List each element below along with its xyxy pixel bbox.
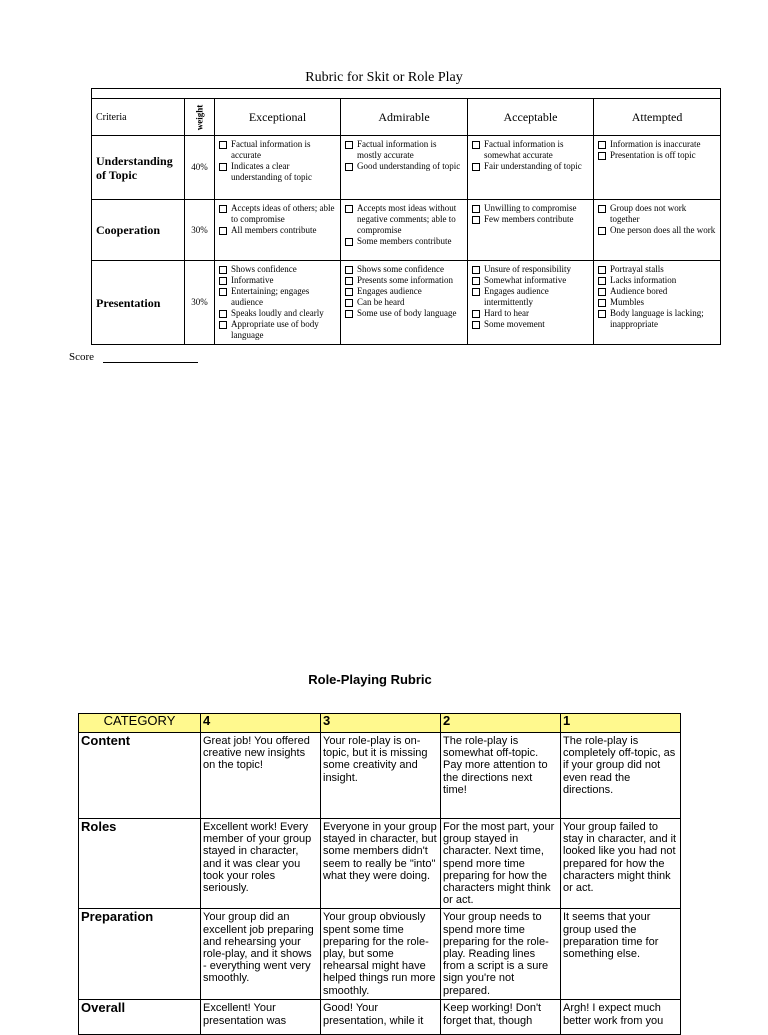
checkbox-item[interactable]: Appropriate use of body language xyxy=(219,319,336,341)
checkbox-item[interactable]: Unsure of responsibility xyxy=(472,264,589,275)
checkbox-item[interactable]: Information is inaccurate xyxy=(598,139,716,150)
score-header-4: 4 xyxy=(201,714,321,733)
checkbox-item[interactable]: Audience bored xyxy=(598,286,716,297)
weight-value: 30% xyxy=(185,261,215,345)
checkbox-item[interactable]: Hard to hear xyxy=(472,308,589,319)
level-header-acceptable: Acceptable xyxy=(468,99,594,136)
level-header-attempted: Attempted xyxy=(594,99,721,136)
checkbox-item[interactable]: Few members contribute xyxy=(472,214,589,225)
checkbox-item[interactable]: Factual information is somewhat accurate xyxy=(472,139,589,161)
rubric-cell xyxy=(594,261,721,345)
score-header-3: 3 xyxy=(321,714,441,733)
table-row xyxy=(92,136,721,200)
table-row xyxy=(79,1000,681,1035)
rubric-cell: It seems that your group used the preparation time for something else. xyxy=(561,909,681,1000)
rubric-cell: Everyone in your group stayed in character, but some members didn't seem to really be "into" what they were doing. xyxy=(321,819,441,909)
criterion-label: Cooperation xyxy=(92,200,185,261)
table-row xyxy=(92,261,721,345)
level-header-admirable: Admirable xyxy=(341,99,468,136)
rubric2-title: Role-Playing Rubric xyxy=(308,672,432,687)
rubric-cell xyxy=(468,136,594,200)
checkbox-item[interactable]: Some members contribute xyxy=(345,236,463,247)
checkbox-item[interactable]: Entertaining; engages audience xyxy=(219,286,336,308)
rubric-cell: Your group failed to stay in character, and it looked like you had not prepared for how the characters might think or act. xyxy=(561,819,681,909)
score-header-2: 2 xyxy=(441,714,561,733)
rubric-cell xyxy=(594,200,721,261)
table-header-row xyxy=(92,99,721,136)
rubric-cell: Your role-play is on-topic, but it is missing some creativity and insight. xyxy=(321,733,441,819)
role-playing-rubric-table xyxy=(78,713,681,1035)
rubric-cell xyxy=(341,261,468,345)
rubric-cell: Your group did an excellent job preparing and rehearsing your role-play, and it shows - everything went very smoothly. xyxy=(201,909,321,1000)
criterion-label: Understanding of Topic xyxy=(92,136,185,200)
criteria-header: Criteria xyxy=(92,99,185,136)
criterion-label: Presentation xyxy=(92,261,185,345)
rubric-cell: Your group obviously spent some time preparing for the role-play, but some rehearsal might have helped things run more smoothly. xyxy=(321,909,441,1000)
category-header: CATEGORY xyxy=(79,714,201,733)
rubric-cell: Argh! I expect much better work from you xyxy=(561,1000,681,1035)
table-blank-row xyxy=(92,89,721,99)
score-label: Score xyxy=(69,351,95,363)
rubric-cell xyxy=(468,261,594,345)
weight-value: 40% xyxy=(185,136,215,200)
checkbox-item[interactable]: Group does not work together xyxy=(598,203,716,225)
rubric-cell xyxy=(215,200,341,261)
level-header-exceptional: Exceptional xyxy=(215,99,341,136)
rubric-cell: Excellent! Your presentation was xyxy=(201,1000,321,1035)
checkbox-item[interactable]: Mumbles xyxy=(598,297,716,308)
checkbox-item[interactable]: One person does all the work xyxy=(598,225,716,236)
category-label: Content xyxy=(79,733,201,819)
checkbox-item[interactable]: Informative xyxy=(219,275,336,286)
rubric-cell xyxy=(594,136,721,200)
table-row xyxy=(79,909,681,1000)
checkbox-item[interactable]: All members contribute xyxy=(219,225,336,236)
table-header-row xyxy=(79,714,681,733)
category-label: Preparation xyxy=(79,909,201,1000)
checkbox-item[interactable]: Somewhat informative xyxy=(472,275,589,286)
checkbox-item[interactable]: Factual information is mostly accurate xyxy=(345,139,463,161)
checkbox-item[interactable]: Shows some confidence xyxy=(345,264,463,275)
rubric-cell: Your group needs to spend more time preparing for the role-play. Reading lines from a script is a sure sign you're not prepared. xyxy=(441,909,561,1000)
checkbox-item[interactable]: Accepts most ideas without negative comments; able to compromise xyxy=(345,203,463,236)
rubric-cell xyxy=(341,200,468,261)
rubric-cell xyxy=(468,200,594,261)
table-row xyxy=(79,819,681,909)
checkbox-item[interactable]: Unwilling to compromise xyxy=(472,203,589,214)
category-label: Roles xyxy=(79,819,201,909)
category-label: Overall xyxy=(79,1000,201,1035)
checkbox-item[interactable]: Engages audience xyxy=(345,286,463,297)
checkbox-item[interactable]: Fair understanding of topic xyxy=(472,161,589,172)
rubric1-title: Rubric for Skit or Role Play xyxy=(305,70,463,85)
rubric-cell xyxy=(341,136,468,200)
checkbox-item[interactable]: Shows confidence xyxy=(219,264,336,275)
checkbox-item[interactable]: Body language is lacking; inappropriate xyxy=(598,308,716,330)
rubric-cell xyxy=(215,136,341,200)
score-input-line[interactable] xyxy=(103,362,198,363)
checkbox-item[interactable]: Can be heard xyxy=(345,297,463,308)
rubric-cell xyxy=(215,261,341,345)
rubric-cell: Great job! You offered creative new insights on the topic! xyxy=(201,733,321,819)
checkbox-item[interactable]: Factual information is accurate xyxy=(219,139,336,161)
rubric-cell: Good! Your presentation, while it xyxy=(321,1000,441,1035)
table-row xyxy=(79,733,681,819)
checkbox-item[interactable]: Presents some information xyxy=(345,275,463,286)
checkbox-item[interactable]: Good understanding of topic xyxy=(345,161,463,172)
weight-value: 30% xyxy=(185,200,215,261)
checkbox-item[interactable]: Indicates a clear understanding of topic xyxy=(219,161,336,183)
checkbox-item[interactable]: Lacks information xyxy=(598,275,716,286)
rubric-cell: Keep working! Don't forget that, though xyxy=(441,1000,561,1035)
rubric-cell: Excellent work! Every member of your group stayed in character, and it was clear you took your roles seriously. xyxy=(201,819,321,909)
rubric-cell: The role-play is completely off-topic, as if your group did not even read the directions. xyxy=(561,733,681,819)
rubric-cell: The role-play is somewhat off-topic. Pay more attention to the directions next time! xyxy=(441,733,561,819)
rubric-cell: For the most part, your group stayed in character. Next time, spend more time preparing for how the characters might think or act. xyxy=(441,819,561,909)
checkbox-item[interactable]: Engages audience intermittently xyxy=(472,286,589,308)
score-header-1: 1 xyxy=(561,714,681,733)
checkbox-item[interactable]: Speaks loudly and clearly xyxy=(219,308,336,319)
checkbox-item[interactable]: Some movement xyxy=(472,319,589,330)
table-row xyxy=(92,200,721,261)
weight-header: weight xyxy=(185,99,215,136)
checkbox-item[interactable]: Accepts ideas of others; able to compromise xyxy=(219,203,336,225)
checkbox-item[interactable]: Some use of body language xyxy=(345,308,463,319)
skit-rubric-table xyxy=(91,88,721,345)
checkbox-item[interactable]: Portrayal stalls xyxy=(598,264,716,275)
checkbox-item[interactable]: Presentation is off topic xyxy=(598,150,716,161)
